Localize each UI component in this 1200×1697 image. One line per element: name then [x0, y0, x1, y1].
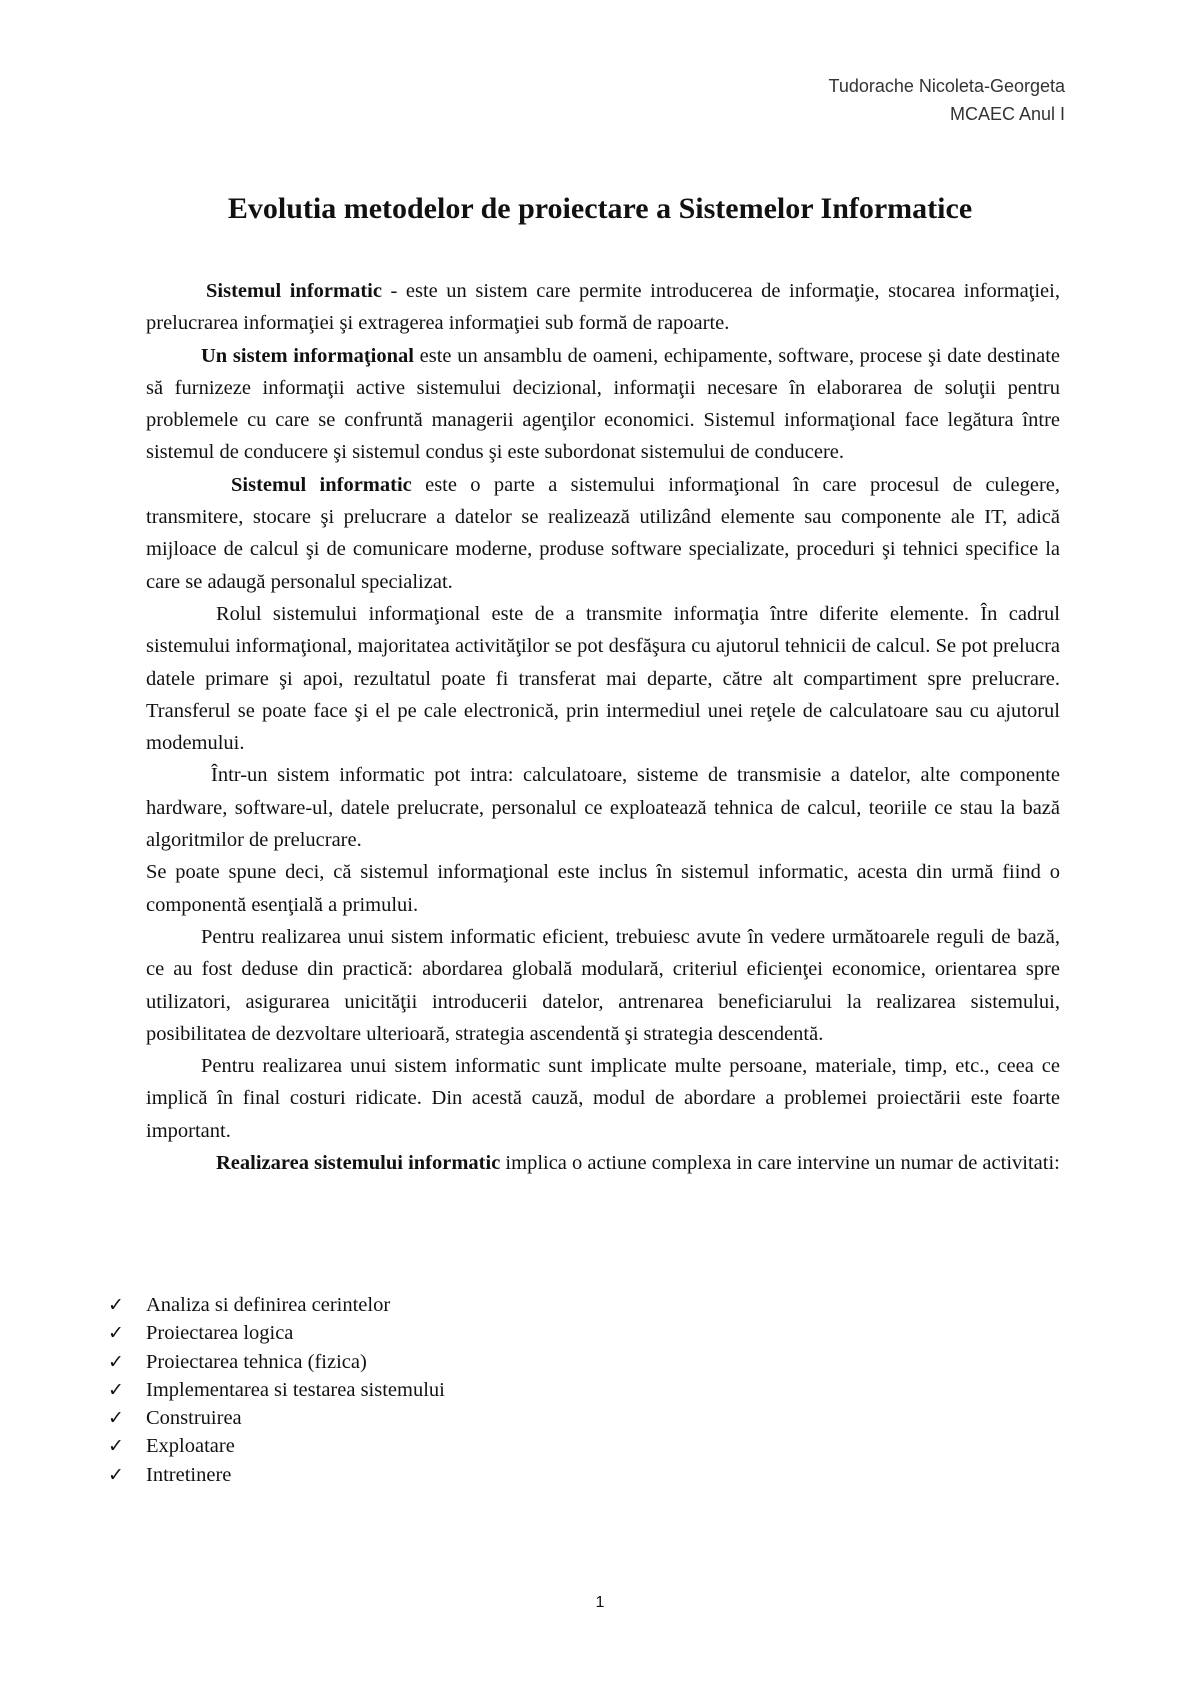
paragraph-componente: [146, 759, 1060, 856]
list-item-label: Exploatare: [146, 1435, 235, 1458]
paragraph-costuri: [146, 1050, 1060, 1147]
checkmark-icon: ✓: [108, 1322, 124, 1345]
list-item-label: Implementarea si testarea sistemului: [146, 1378, 445, 1401]
paragraph-text: Pentru realizarea unui sistem informatic sunt implicate multe persoane, materiale, timp, etc., ceea ce implică în final costuri ridicate. Din acestă cauză, modul de abordare a problemei proiectării este foarte important.: [146, 1055, 1060, 1142]
paragraph-text: Se poate spune deci, că sistemul informaţional este inclus în sistemul informatic, acesta din urmă fiind o componentă esenţială a primului.: [146, 861, 1060, 916]
list-item-label: Intretinere: [146, 1463, 232, 1486]
checkmark-icon: ✓: [108, 1407, 124, 1430]
paragraph-realizarea-sistemului: [146, 1147, 1060, 1179]
paragraph-lead: Un sistem informaţional: [201, 344, 414, 367]
list-item: [108, 1432, 445, 1460]
paragraph-text: Pentru realizarea unui sistem informatic eficient, trebuiesc avute în vedere următoarele reguli de bază, ce au fost deduse din practică: abordarea globală modulară, criteriul eficienţei economice, orientarea spre utilizatori, asigurarea unicităţii introducerii datelor, antrenarea beneficiarului la realizarea sistemului, posibilitatea de dezvoltare ulterioară, strategia ascendentă şi strategia descendentă.: [146, 925, 1060, 1045]
list-item: [108, 1348, 445, 1376]
paragraph-text: Într-un sistem informatic pot intra: calculatoare, sisteme de transmisie a datelor, alte componente hardware, software-ul, datele prelucrate, personalul ce exploatează tehnica de calcul, teoriile ce stau la bază algoritmilor de prelucrare.: [146, 764, 1060, 852]
paragraph-lead: Realizarea sistemului informatic: [216, 1152, 501, 1175]
header-author: Tudorache Nicoleta-Georgeta: [828, 76, 1065, 96]
checkmark-icon: ✓: [108, 1294, 124, 1316]
list-item: [108, 1404, 445, 1432]
list-item: [108, 1461, 445, 1489]
paragraph-sistem-informatic-definition: [146, 275, 1060, 340]
checkmark-icon: ✓: [108, 1378, 124, 1401]
checkmark-icon: ✓: [108, 1350, 124, 1373]
paragraph-text: - este un sistem care permite introducerea de informaţie, stocarea informaţiei, prelucrarea informaţiei şi extragerea informaţiei sub formă de rapoarte.: [146, 280, 1060, 335]
header-program: MCAEC Anul I: [949, 104, 1065, 124]
page-number: 1: [595, 1594, 605, 1611]
paragraph-reguli-de-baza: [146, 921, 1060, 1050]
paragraph-concluzie: [146, 856, 1060, 921]
checkmark-icon: ✓: [108, 1463, 124, 1486]
document-body: [146, 275, 1060, 1179]
list-item-label: Proiectarea tehnica (fizica): [146, 1350, 367, 1373]
paragraph-text: este o parte a sistemului informaţional în care procesul de culegere, transmitere, stocare şi prelucrare a datelor se realizează utilizând elemente sau componente ale IT, adică mijloace de calcul şi de comunicare moderne, produse software specializate, proceduri şi tehnici specifice la care se adaugă personalul specializat.: [146, 473, 1060, 593]
list-item: [108, 1319, 445, 1347]
list-item-label: Construirea: [146, 1407, 242, 1430]
list-item: [108, 1376, 445, 1404]
paragraph-sistem-informatic-parte: [146, 469, 1060, 598]
paragraph-sistem-informational: [146, 340, 1060, 469]
paragraph-text: este un ansamblu de oameni, echipamente, software, procese şi date destinate să furnizeze informaţii active sistemului decizional, informaţii necesare în elaborarea de soluţii pentru problemele cu care se confruntă managerii agenţilor economici. Sistemul informaţional face legătura între sistemul de conducere şi sistemul condus şi este subordonat sistemului de conducere.: [146, 344, 1060, 464]
paragraph-rolul-sistemului: [146, 598, 1060, 759]
paragraph-text: Rolul sistemului informaţional este de a transmite informaţia între diferite elemente. În cadrul sistemului informaţional, majoritatea activităţilor se pot desfăşura cu ajutorul tehnicii de calcul. Se pot prelucra datele primare şi apoi, rezultatul poate fi transferat mai departe, către alt compartiment spre prelucrare. Transferul se poate face şi el pe cale electronică, prin intermediul unei reţele de calculatoare sau cu ajutorul modemului.: [146, 602, 1060, 755]
list-item-label: Analiza si definirea cerintelor: [146, 1294, 391, 1316]
activities-checklist: [108, 1291, 445, 1489]
list-item-label: Proiectarea logica: [146, 1322, 294, 1345]
paragraph-lead: Sistemul informatic: [231, 473, 412, 496]
checkmark-icon: ✓: [108, 1435, 124, 1458]
paragraph-lead: Sistemul informatic: [206, 280, 382, 302]
document-title: Evolutia metodelor de proiectare a Sistemelor Informatice: [227, 192, 973, 225]
paragraph-text: implica o actiune complexa in care intervine un numar de activitati:: [500, 1152, 1060, 1175]
list-item: [108, 1291, 445, 1319]
page-header: [829, 72, 1065, 128]
